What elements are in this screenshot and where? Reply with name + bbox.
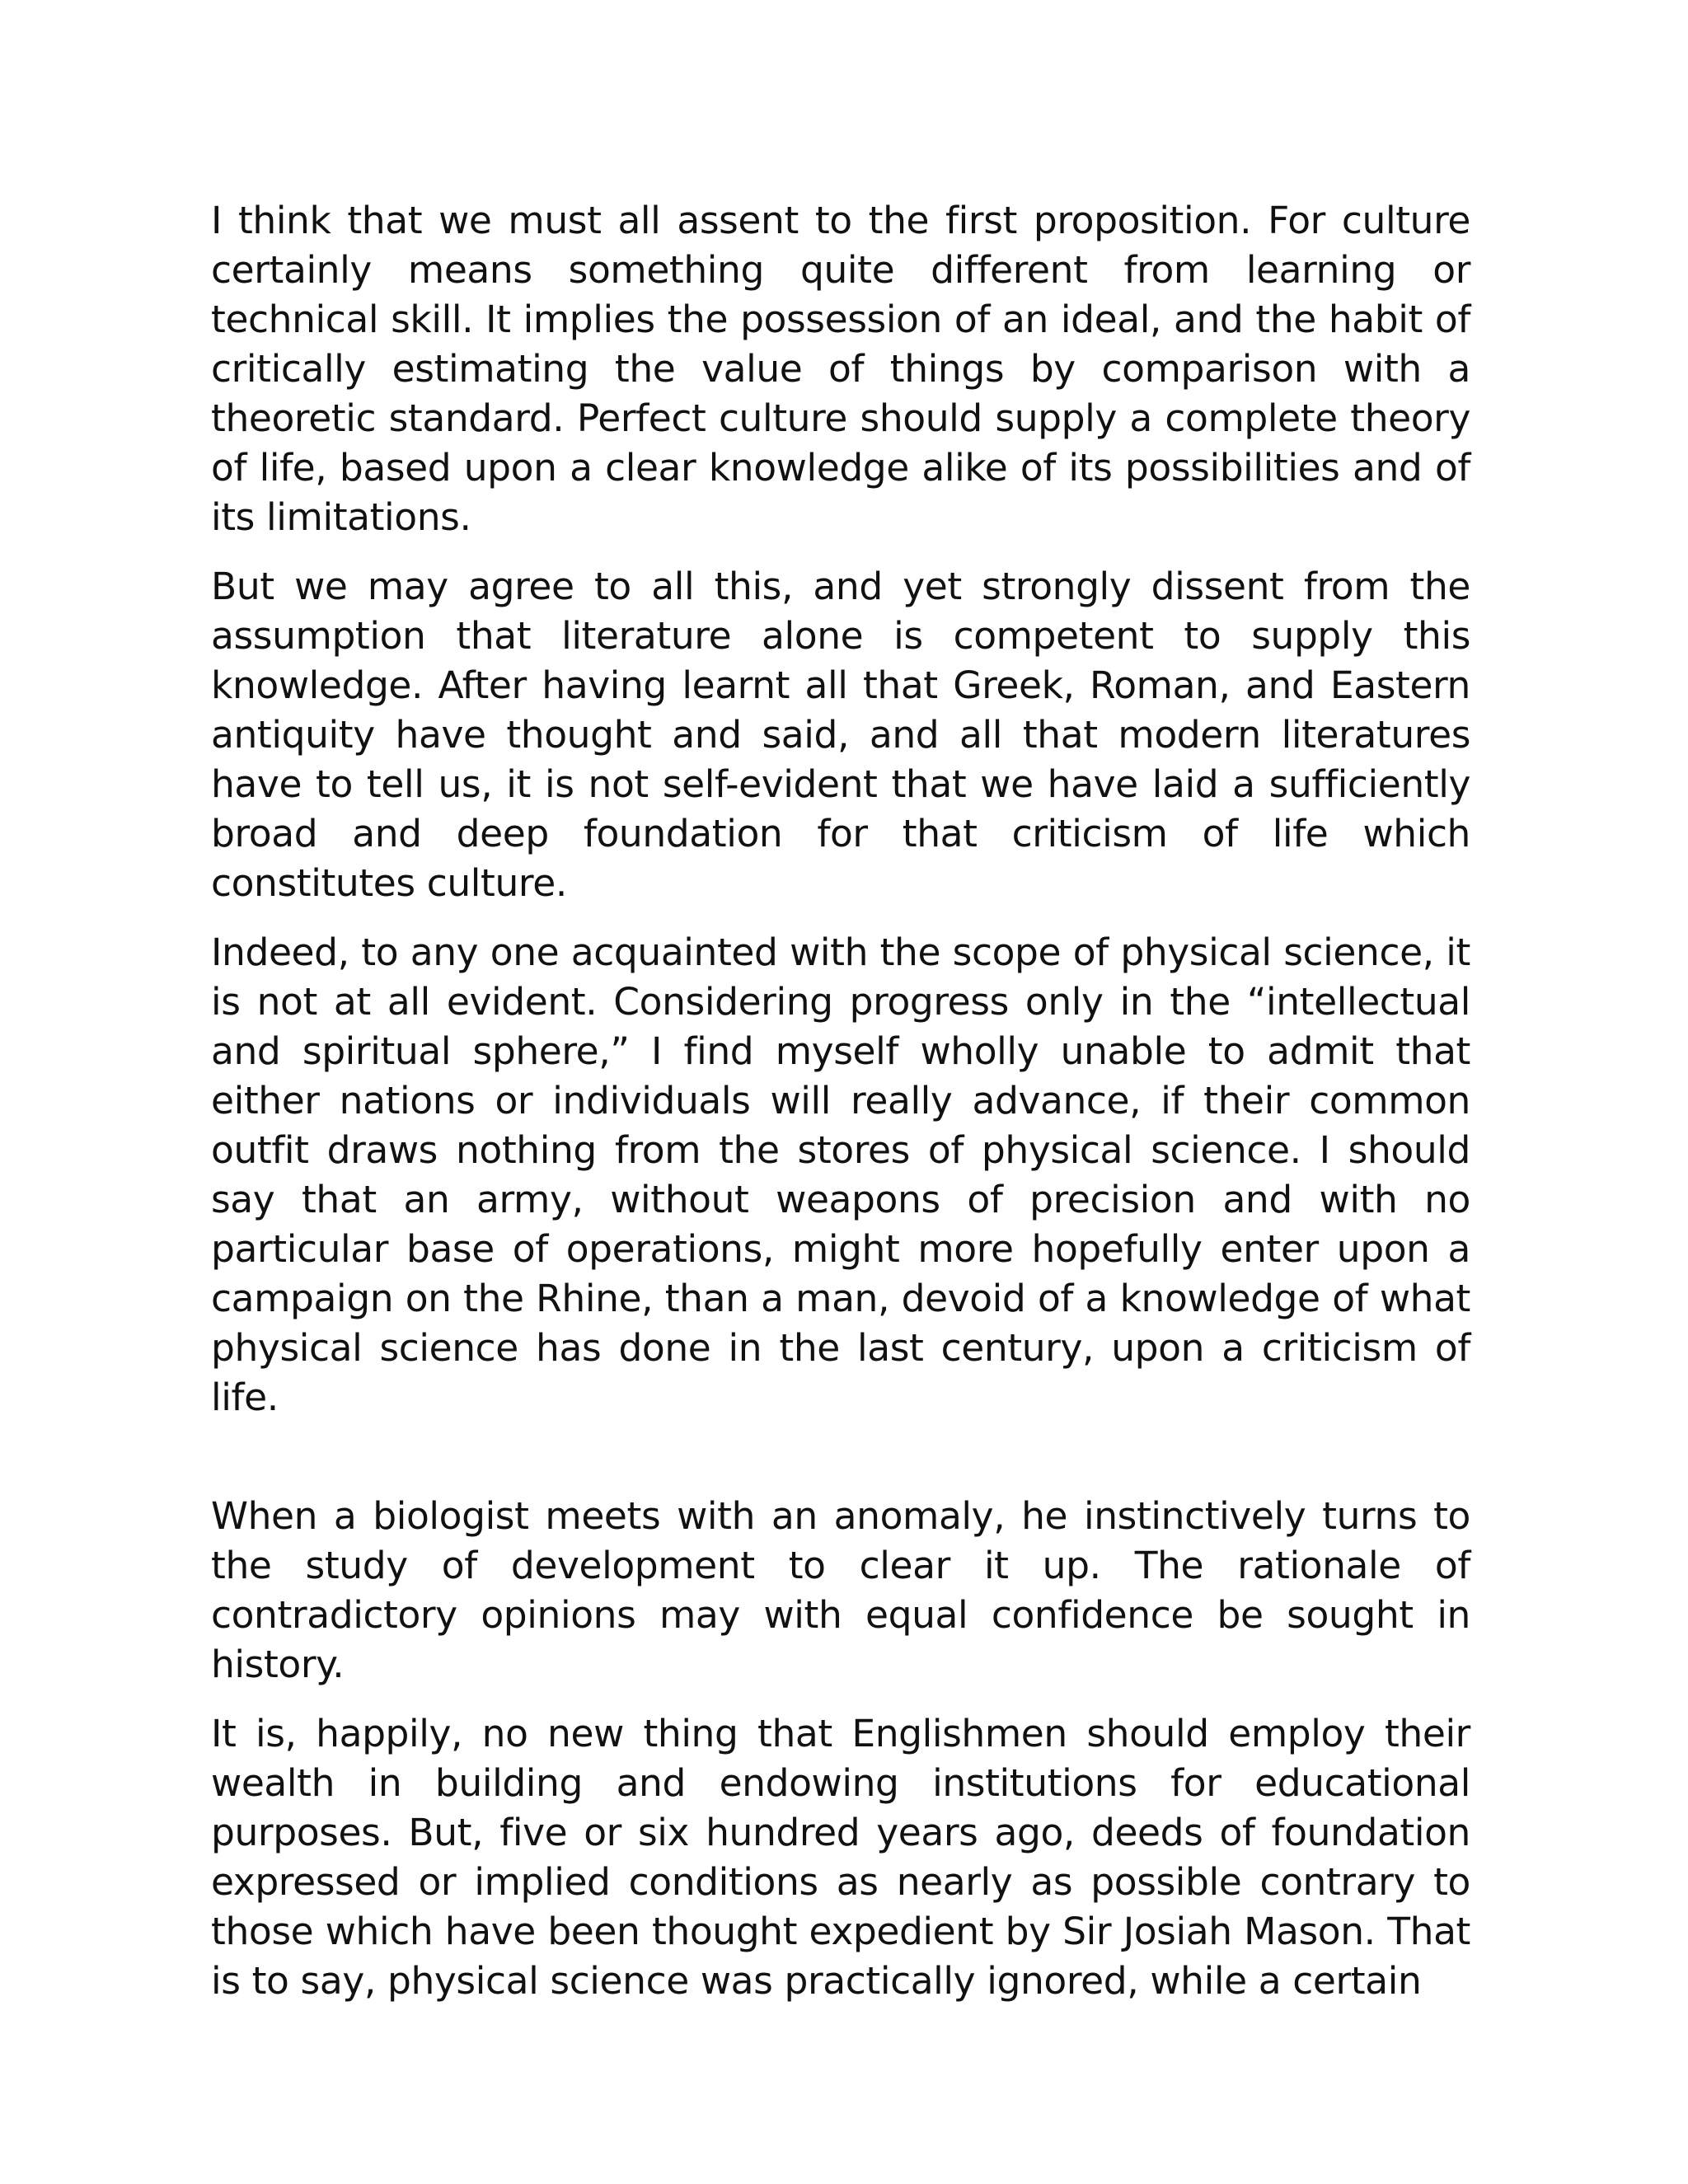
document-page bbox=[211, 196, 1470, 2026]
paragraph-culture-definition: I think that we must all assent to the first proposition. For culture certainly means something quite different from learning or technical skill. It implies the possession of an ideal, and the habit of critically estimating the value of things by comparison with a theoretic standard. Perfect culture should supply a complete theory of life, based upon a clear knowledge alike of its possibilities and of its limitations. bbox=[211, 199, 1470, 539]
paragraph-biologist-anomaly: When a biologist meets with an anomaly, he instinctively turns to the study of development to clear it up. The rationale of contradictory opinions may with equal confidence be sought in history. bbox=[211, 1494, 1470, 1686]
section-break bbox=[211, 1442, 1470, 1492]
paragraph-literature-dissent: But we may agree to all this, and yet strongly dissent from the assumption that literature alone is competent to supply this knowledge. After having learnt all that Greek, Roman, and Eastern antiquity have thought and said, and all that modern literatures have to tell us, it is not self-evident that we have laid a sufficiently broad and deep foundation for that criticism of life which constitutes culture. bbox=[211, 565, 1470, 905]
paragraph-physical-science: Indeed, to any one acquainted with the scope of physical science, it is not at all evident. Considering progress only in the “intellectual and spiritual sphere,” I find myself wholly unable to admit that either nations or individuals will really advance, if their common outfit draws nothing from the stores of physical science. I should say that an army, without weapons of precision and with no particular base of operations, might more hopefully enter upon a campaign on the Rhine, than a man, devoid of a knowledge of what physical science has done in the last century, upon a criticism of life. bbox=[211, 930, 1470, 1419]
paragraph-englishmen-institutions: It is, happily, no new thing that Englishmen should employ their wealth in building and endowing institutions for educational purposes. But, five or six hundred years ago, deeds of foundation expressed or implied conditions as nearly as possible contrary to those which have been thought expedient by Sir Josiah Mason. That is to say, physical science was practically ignored, while a certain bbox=[211, 1712, 1470, 2003]
